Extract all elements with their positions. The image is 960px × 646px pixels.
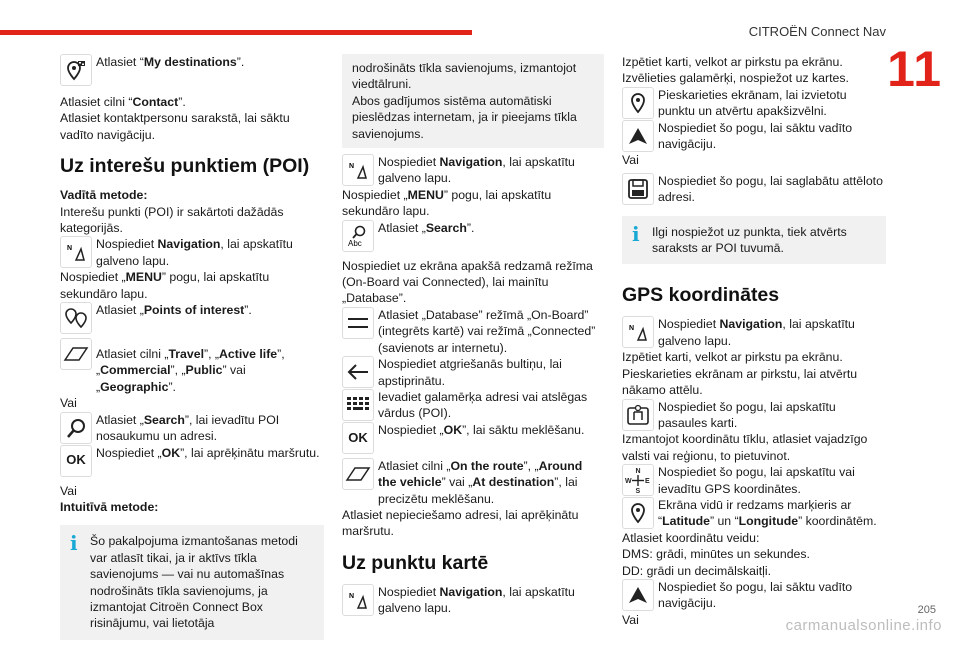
svg-text:N: N bbox=[629, 325, 635, 333]
navigation-arrow-icon bbox=[342, 154, 374, 186]
step-search: Abc Atlasiet „Search”. bbox=[342, 220, 604, 252]
poi-icon bbox=[60, 302, 92, 334]
step-world-map: Nospiediet šo pogu, lai apskatītu pasaules karti. bbox=[622, 399, 886, 432]
step-ok: OK Nospiediet „OK”, lai sāktu meklēšanu. bbox=[342, 422, 604, 454]
step-select-tab: Atlasiet cilni „On the route”, „Around the vehicle” vai „At destination”, lai precizētu meklēšanu. bbox=[342, 458, 604, 507]
step-save: Nospiediet šo pogu, lai saglabātu attēloto adresi. bbox=[622, 173, 886, 206]
step-go-2: Nospiediet šo pogu, lai sāktu vadīto navigāciju. bbox=[622, 579, 886, 612]
svg-text:Abc: Abc bbox=[348, 238, 362, 248]
save-disk-icon bbox=[622, 173, 654, 205]
top-accent-bar bbox=[0, 30, 472, 35]
step-compass: N S W E Nospiediet šo pogu, lai apskatītu vai ievadītu GPS koordinātes. bbox=[622, 464, 886, 497]
column-2: nodrošināts tīkla savienojums, izmantojot viedtālruni. Abos gadījumos sistēma automātiski pieslēdzas internetam, ja ir pieejams tīkla savienojums. N Nospiediet Navigation, lai apskatītu galveno lapu. Nospiediet „MENU” pogu, lai apskatītu sekundāro lapu. Abc Atlasiet „Search”. Nospiediet uz ekrāna apakšā redzamā režīma (On-Board vai Connected), lai mainītu „Database”. Atlasiet „Database” režīmā „On-Board” (integrēts kartē) vai režīmā „Connected” (savienots ar internetu). Nospiediet atgriešanās bultiņu, lai apstiprinātu. Ievadiet galamērķa adresi vai atslēgas vārdus (POI). OK Nospiediet „OK”, lai sāktu meklēšanu. Atlasiet cilni „On the route”, „Around the vehicle” vai „At destination”, lai precizētu meklēšanu. Atlasiet nepieciešamo adresi, lai aprēķinātu maršrutu. Uz punktu kartē N Nospiediet Navigation, lai apskatītu galveno lapu. bbox=[342, 54, 604, 617]
section-heading-poi: Uz interešu punktiem (POI) bbox=[60, 155, 310, 178]
world-map-icon bbox=[622, 399, 654, 431]
info-icon: i bbox=[632, 221, 640, 246]
method-label: Vadītā metode: bbox=[60, 188, 148, 203]
header-title: CITROËN Connect Nav bbox=[748, 24, 886, 39]
step-search: Atlasiet „Search”, lai ievadītu POI nosaukumu un adresi. bbox=[60, 412, 324, 445]
svg-text:N: N bbox=[67, 245, 73, 253]
map-pin-icon bbox=[622, 87, 654, 119]
chapter-number: 11 bbox=[887, 41, 942, 97]
svg-text:E: E bbox=[645, 478, 650, 486]
step-navigation: N Nospiediet Navigation, lai apskatītu galveno lapu. bbox=[342, 154, 604, 187]
step-marker: Ekrāna vidū ir redzams marķieris ar “Latitude” un “Longitude” koordinātēm. bbox=[622, 497, 886, 530]
road-icon bbox=[342, 458, 374, 490]
svg-text:S: S bbox=[635, 488, 641, 495]
search-icon bbox=[60, 412, 92, 444]
step-back: Nospiediet atgriešanās bultiņu, lai apstiprinātu. bbox=[342, 356, 604, 389]
svg-text:N: N bbox=[349, 592, 355, 600]
info-box-network: i Šo pakalpojuma izmantošanas metodi var atlasīt tikai, ja ir aktīvs tīkla savienojums — vai nu automašīnas nodrošināts tīkla savienojums, ja izmantojat Citroën Connect Box risinājumu, vai lietotāja bbox=[60, 525, 324, 639]
step-navigation: N Nospiediet Navigation, lai apskatītu galveno lapu. bbox=[622, 316, 886, 349]
step-points-of-interest: Atlasiet „Points of interest”. bbox=[60, 302, 324, 334]
svg-text:W: W bbox=[625, 478, 632, 486]
step-ok: OK Nospiediet „OK”, lai aprēķinātu maršrutu. bbox=[60, 445, 324, 477]
info-box-continued: nodrošināts tīkla savienojums, izmantojot viedtālruni. Abos gadījumos sistēma automātiski pieslēdzas internetam, ja ir pieejams tīkla savienojums. bbox=[342, 54, 604, 148]
step-navigation: N Nospiediet Navigation, lai apskatītu galveno lapu. bbox=[60, 236, 324, 269]
step-go: Nospiediet šo pogu, lai sāktu vadīto navigāciju. bbox=[622, 120, 886, 153]
navigation-arrow-icon bbox=[60, 236, 92, 268]
step-tap-map: Pieskarieties ekrānam, lai izvietotu punktu un atvērtu apakšizvēlni. bbox=[622, 87, 886, 120]
search-keyboard-icon bbox=[342, 220, 374, 252]
info-box-long-press: i Ilgi nospiežot uz punkta, tiek atvērts saraksts ar POI tuvumā. bbox=[622, 216, 886, 265]
database-toggle-icon bbox=[342, 307, 374, 339]
info-icon: i bbox=[70, 531, 78, 556]
step-keyboard: Ievadiet galamērķa adresi vai atslēgas vārdus (POI). bbox=[342, 389, 604, 422]
step-database: Atlasiet „Database” režīmā „On-Board” (integrēts kartē) vai režīmā „Connected” (savienots ar internetu). bbox=[342, 307, 604, 356]
intuitive-label: Intuitīvā metode: bbox=[60, 499, 159, 514]
svg-text:N: N bbox=[349, 163, 355, 171]
map-pin-icon bbox=[622, 497, 654, 529]
step-navigation-2: N Nospiediet Navigation, lai apskatītu galveno lapu. bbox=[342, 584, 604, 617]
road-icon bbox=[60, 338, 92, 370]
guidance-arrow-icon bbox=[622, 120, 654, 152]
ok-button-icon: OK bbox=[60, 445, 92, 477]
column-1: Atlasiet “My destinations”. Atlasiet cilni “Contact”. Atlasiet kontaktpersonu sarakstā, lai sāktu vadīto navigāciju. Uz interešu punktiem (POI) Vadītā metode: Interešu punkti (POI) ir sakārtoti dažādās kategorijās. N Nospiediet Navigation, lai apskatītu galveno lapu. Nospiediet „MENU” pogu, lai apskatītu sekundāro lapu. Atlasiet „Points of interest”. Atlasiet cilni „Travel”, „Active life”, „Commercial”, „Public” vai „Geographic”. Vai Atlasiet „Search”, lai ievadītu POI nosaukumu un adresi. OK Nospiediet „OK”, lai aprēķinātu maršrutu. Vai Intuitīvā metode: i Šo pakalpojuma izmantošanas metodi var atlasīt tikai, ja ir aktīvs tīkla savienojums — vai nu automašīnas nodrošināts tīkla savienojums, ja izmantojat Citroën Connect Box risinājumu, vai lietotāja bbox=[60, 54, 324, 646]
map-pin-flag-icon bbox=[60, 54, 92, 86]
watermark: carmanualsonline.info bbox=[785, 617, 942, 634]
step-my-destinations: Atlasiet “My destinations”. bbox=[60, 54, 324, 86]
contact-instruction: Atlasiet kontaktpersonu sarakstā, lai sāktu vadīto navigāciju. bbox=[60, 111, 290, 142]
column-3: Izpētiet karti, velkot ar pirkstu pa ekrānu. Izvēlieties galamērķi, nospiežot uz kartes. Pieskarieties ekrānam, lai izvietotu punktu un atvērtu apakšizvēlni. Nospiediet šo pogu, lai sāktu vadīto navigāciju. Vai Nospiediet šo pogu, lai saglabātu attēloto adresi. i Ilgi nospiežot uz punkta, tiek atvērts saraksts ar POI tuvumā. GPS koordinātes N Nospiediet Navigation, lai apskatītu galveno lapu. Izpētiet karti, velkot ar pirkstu pa ekrānu. Pieskarieties ekrānam ar pirkstu, lai atvērtu nākamo attēlu. Nospiediet šo pogu, lai apskatītu pasaules karti. Izmantojot koordinātu tīklu, atlasiet vajadzīgo valsti vai reģionu, to pietuvinot. N S W E Nospiediet šo pogu, lai apskatītu vai ievadītu GPS koordinātes. Ekrāna vidū ir redzams marķieris ar “Latitude” un “Longitude” koordinātēm. Atlasiet koordinātu veidu: DMS: grādi, minūtes un sekundes. DD: grādi un decimālskaitļi. Nospiediet šo pogu, lai sāktu vadīto navigāciju. Vai bbox=[622, 54, 886, 628]
svg-text:N: N bbox=[635, 468, 641, 476]
section-heading-map: Uz punktu kartē bbox=[342, 551, 489, 574]
back-arrow-icon bbox=[342, 356, 374, 388]
ok-button-icon: OK bbox=[342, 422, 374, 454]
navigation-arrow-icon bbox=[342, 584, 374, 616]
section-heading-gps: GPS koordinātes bbox=[622, 284, 780, 307]
compass-icon bbox=[622, 464, 654, 496]
guidance-arrow-icon bbox=[622, 579, 654, 611]
keyboard-icon bbox=[342, 389, 374, 421]
step-select-tab: Atlasiet cilni „Travel”, „Active life”, „Commercial”, „Public” vai „Geographic”. bbox=[60, 338, 324, 395]
page-number: 205 bbox=[917, 604, 936, 616]
navigation-arrow-icon bbox=[622, 316, 654, 348]
